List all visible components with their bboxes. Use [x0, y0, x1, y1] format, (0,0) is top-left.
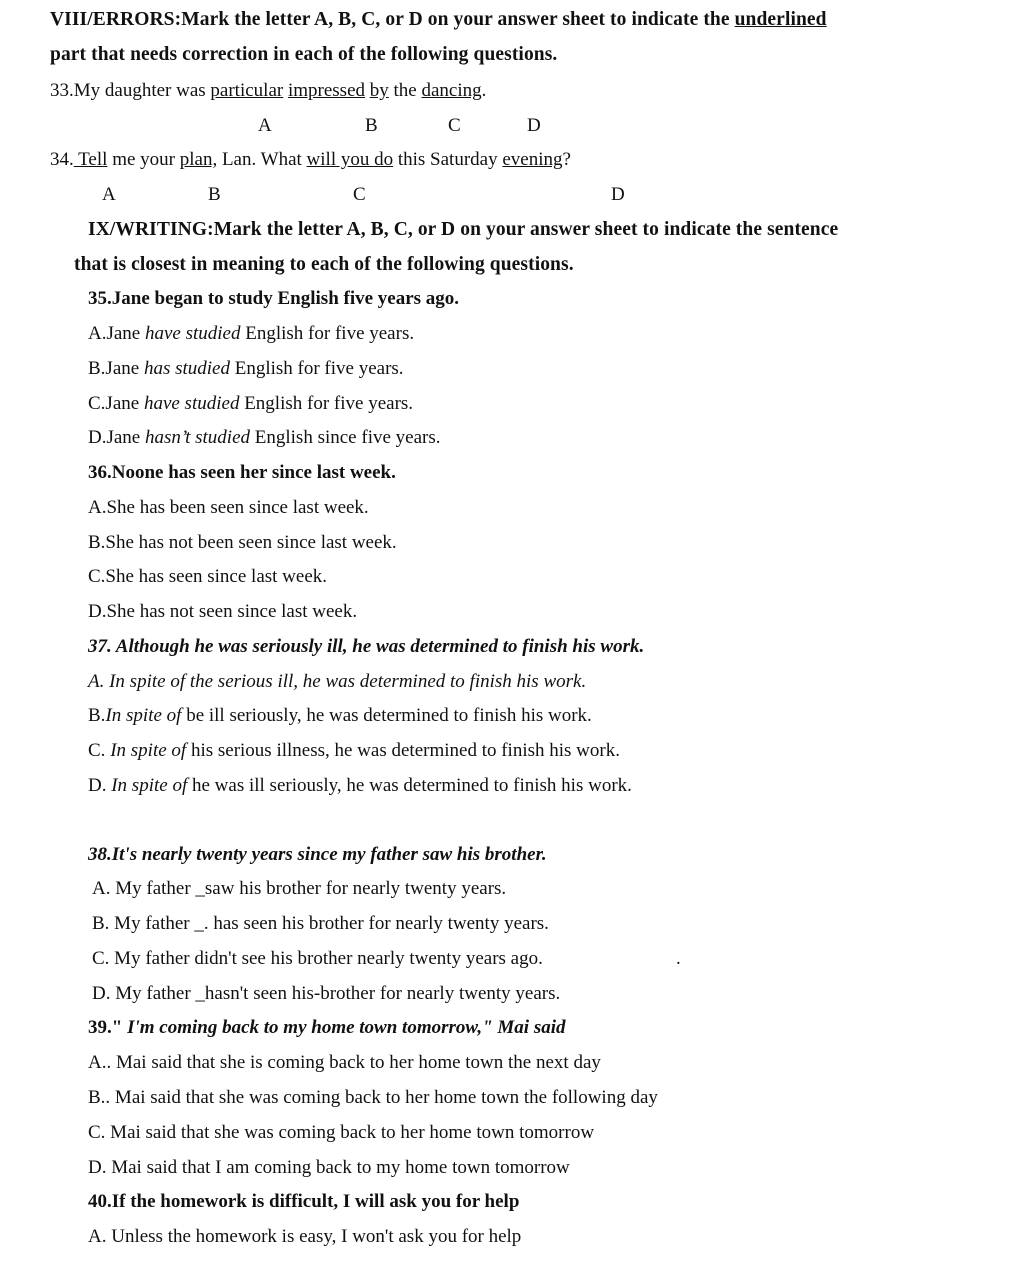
q39-option-b: B.. Mai said that she was coming back to her home town the following day: [88, 1087, 658, 1108]
q33-part-d: dancing: [421, 80, 482, 101]
q34-letter-a: A: [102, 184, 116, 205]
q34-end: ?: [562, 149, 571, 170]
q39-number: 39.": [88, 1017, 123, 1038]
option-text: D.Jane: [88, 427, 145, 448]
section-9-title-line1: IX/WRITING:Mark the letter A, B, C, or D on your answer sheet to indicate the sentence: [88, 219, 839, 240]
q39-option-d: D. Mai said that I am coming back to my home town tomorrow: [88, 1157, 570, 1178]
option-text: D.: [88, 775, 112, 796]
q34-text: me your: [107, 149, 180, 170]
q33-letter-a: A: [258, 115, 272, 136]
option-text: English for five years.: [239, 393, 414, 414]
q33-text: the: [388, 80, 422, 101]
option-text: be ill seriously, he was determined to finish his work.: [181, 705, 592, 726]
q34-number: 34.: [50, 149, 74, 170]
q35-option-c: [88, 392, 413, 416]
q34-text: this Saturday: [393, 149, 503, 170]
q33-letter-b: B: [365, 115, 378, 136]
q36-option-c: C.She has seen since last week.: [88, 566, 328, 587]
option-italic: hasn’t studied: [144, 427, 251, 448]
question-36-stem: 36.Noone has seen her since last week.: [88, 462, 396, 483]
option-text: English for five years.: [240, 323, 415, 344]
question-38-stem: 38.It's nearly twenty years since my father saw his brother.: [88, 844, 547, 865]
q36-option-a: A.She has been seen since last week.: [88, 497, 369, 518]
q38-stray-mark: .: [676, 948, 681, 969]
q33-number: 33.: [50, 80, 74, 101]
option-italic: In spite of: [111, 775, 188, 796]
section-8-title-line1: [50, 8, 827, 32]
q40-option-a: A. Unless the homework is easy, I won't ask you for help: [88, 1226, 522, 1247]
question-37-stem: 37. Although he was seriously ill, he was determined to finish his work.: [88, 636, 645, 657]
q33-end: .: [481, 80, 487, 101]
option-text: English since five years.: [250, 427, 441, 448]
q38-option-a: A. My father _saw his brother for nearly twenty years.: [92, 878, 507, 899]
option-text: B.: [88, 705, 106, 726]
q34-letter-d: D: [611, 184, 625, 205]
question-40-stem: 40.If the homework is difficult, I will ask you for help: [88, 1191, 520, 1212]
q33-text: My daughter was: [73, 80, 211, 101]
option-text: C.: [88, 740, 111, 761]
option-text: English for five years.: [229, 358, 404, 379]
q33-letter-c: C: [448, 115, 461, 136]
q34-text: Lan. What: [217, 149, 307, 170]
q36-option-b: B.She has not been seen since last week.: [88, 532, 397, 553]
question-35-stem: 35.Jane began to study English five years ago.: [88, 288, 460, 309]
q38-option-b: B. My father _. has seen his brother for nearly twenty years.: [92, 913, 549, 934]
q34-part-d: evening: [502, 149, 563, 170]
option-text: his serious illness, he was determined to finish his work.: [186, 740, 620, 761]
q33-part-a: particular: [210, 80, 284, 101]
q34-part-b: plan,: [179, 149, 218, 170]
option-text: B.Jane: [88, 358, 144, 379]
option-italic: has studied: [143, 358, 230, 379]
q38-option-d: D. My father _hasn't seen his-brother for nearly twenty years.: [92, 983, 561, 1004]
q39-option-c: C. Mai said that she was coming back to her home town tomorrow: [88, 1122, 595, 1143]
q35-option-a: [88, 322, 414, 346]
q36-option-d: D.She has not seen since last week.: [88, 601, 358, 622]
question-33: [50, 79, 486, 103]
question-34: [50, 148, 571, 172]
q34-letter-c: C: [353, 184, 366, 205]
option-text: C.Jane: [88, 393, 144, 414]
q34-letter-b: B: [208, 184, 221, 205]
section-8-title-underlined: underlined: [734, 9, 827, 30]
question-39-stem: [88, 1016, 566, 1040]
q37-option-b: [88, 704, 592, 728]
q34-part-a: Tell: [73, 149, 108, 170]
option-italic: have studied: [144, 323, 241, 344]
option-italic: have studied: [143, 393, 240, 414]
q35-option-b: [88, 357, 404, 381]
option-italic: In spite of: [105, 705, 182, 726]
q33-letter-d: D: [527, 115, 541, 136]
q34-part-c: will you do: [306, 149, 394, 170]
option-text: he was ill seriously, he was determined to finish his work.: [187, 775, 632, 796]
q39-option-a: A.. Mai said that she is coming back to her home town the next day: [88, 1052, 601, 1073]
q33-part-c: by: [369, 80, 389, 101]
section-8-title-text: VIII/ERRORS:Mark the letter A, B, C, or D on your answer sheet to indicate the: [50, 9, 735, 30]
q37-option-a: A. In spite of the serious ill, he was determined to finish his work.: [88, 671, 587, 692]
q33-part-b: impressed: [287, 80, 366, 101]
section-9-title-line2: that is closest in meaning to each of the following questions.: [74, 254, 574, 275]
q39-stem-text: I'm coming back to my home town tomorrow," Mai said: [122, 1017, 566, 1038]
option-italic: In spite of: [110, 740, 187, 761]
q35-option-d: [88, 426, 441, 450]
option-text: A.Jane: [88, 323, 145, 344]
q37-option-d: [88, 774, 632, 798]
q37-option-c: [88, 739, 620, 763]
section-8-title-line2: part that needs correction in each of the following questions.: [50, 44, 558, 65]
q38-option-c: C. My father didn't see his brother nearly twenty years ago.: [92, 948, 543, 969]
